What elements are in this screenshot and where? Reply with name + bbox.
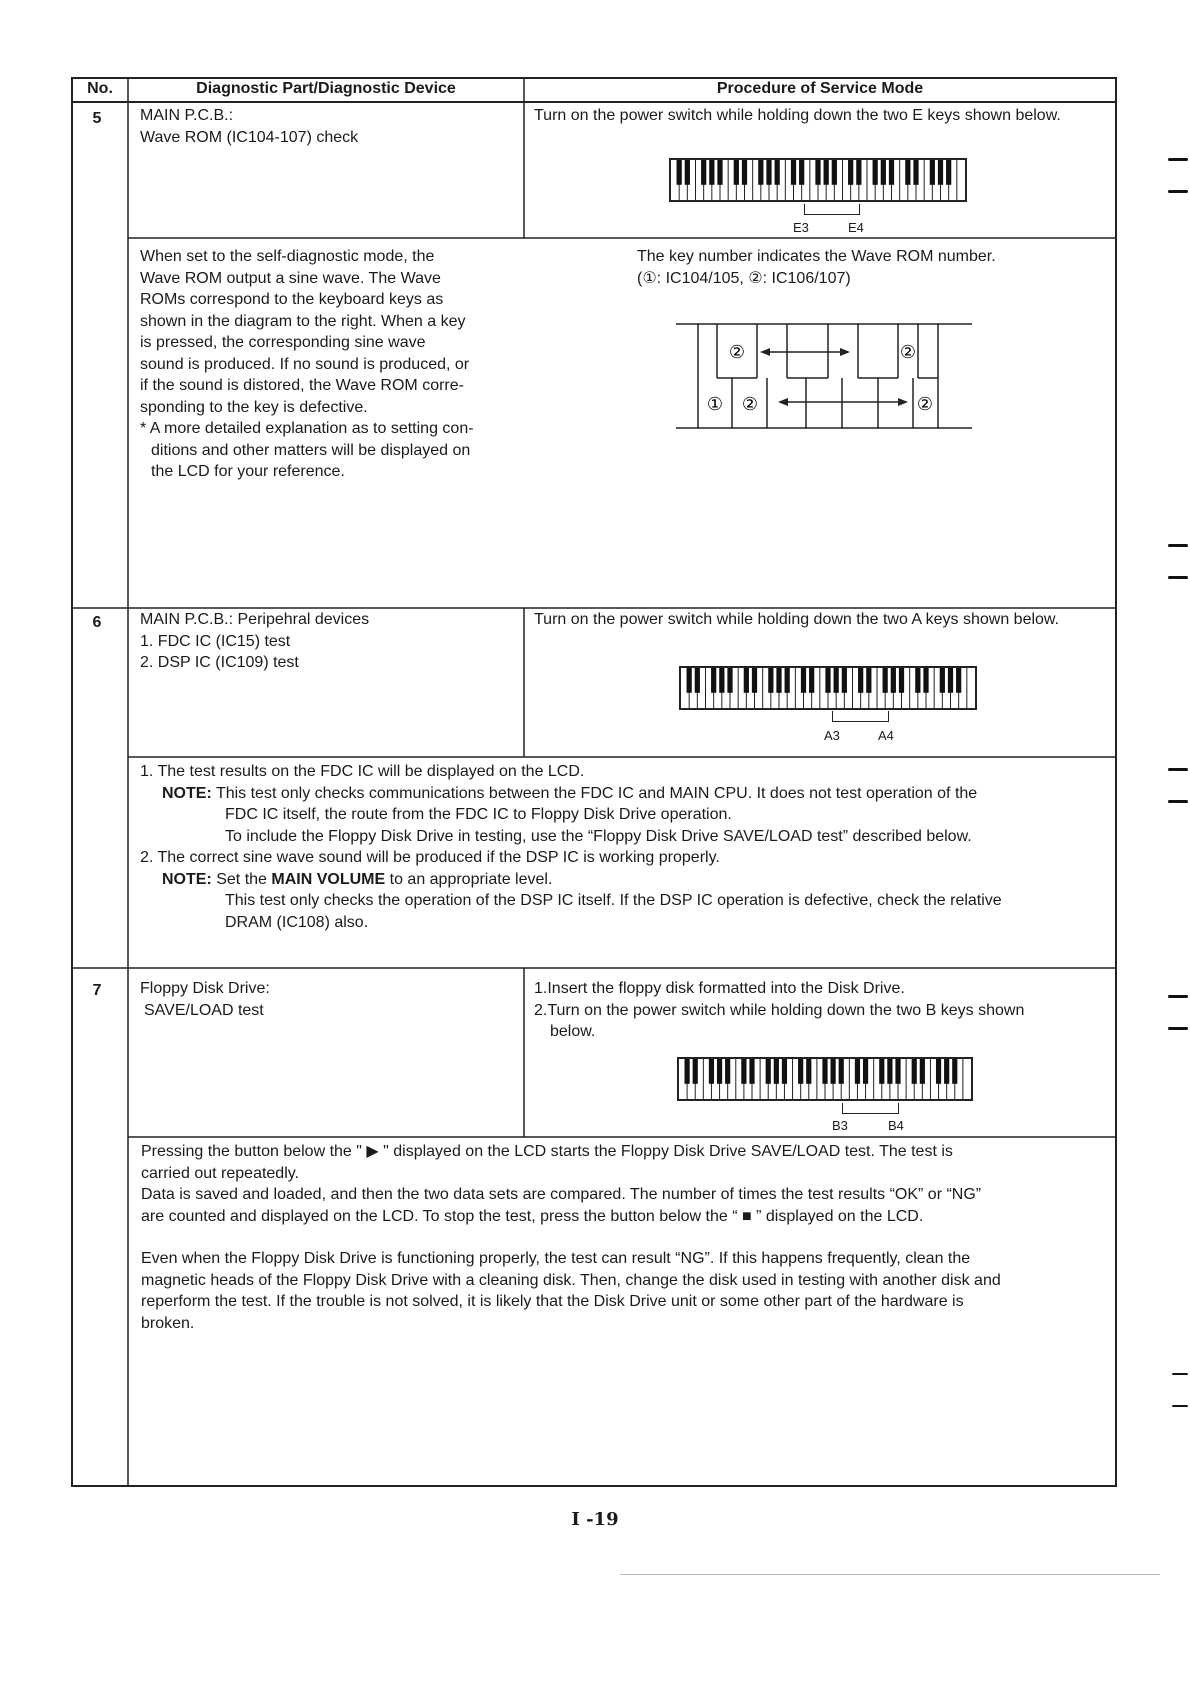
keyboard-diagram [669, 158, 967, 202]
black-key [727, 668, 732, 693]
black-key [858, 668, 863, 693]
keyboard-diagram [679, 666, 977, 710]
rom-note [637, 246, 1107, 289]
main-volume-label: MAIN VOLUME [271, 870, 386, 888]
black-key [825, 668, 830, 693]
row6-number: 6 [92, 614, 102, 631]
row7-detail-line: Data is saved and loaded, and then the two data sets are compared. The number of times the test results “OK” or “NG” [141, 1186, 982, 1203]
black-key [923, 668, 928, 693]
row5-detail-line: sound is produced. If no sound is produced, or [140, 355, 470, 373]
black-key [936, 1059, 941, 1084]
black-key [711, 668, 716, 693]
black-key [744, 668, 749, 693]
row6-item1: 1. The test results on the FDC IC will be displayed on the LCD. [140, 763, 585, 780]
black-key [685, 1059, 690, 1084]
header-part: Diagnostic Part/Diagnostic Device [196, 80, 456, 97]
black-key [938, 160, 943, 185]
black-key [687, 668, 692, 693]
black-key [920, 1059, 925, 1084]
row7-detail-line: carried out repeatedly. [141, 1164, 300, 1182]
black-key [695, 668, 700, 693]
margin-mark [1168, 995, 1188, 998]
rom-mark: ① [706, 394, 724, 415]
margin-mark [1168, 576, 1188, 579]
row5-detail [140, 246, 520, 483]
black-key [883, 668, 888, 693]
page-number: I -19 [571, 1509, 619, 1530]
note-text: This test only checks communications between the FDC IC and MAIN CPU. It does not test operation of the [215, 784, 978, 802]
keyboard-diagram [677, 1057, 973, 1101]
row7-part-line: SAVE/LOAD test [144, 1001, 264, 1019]
black-key [701, 160, 706, 185]
header-no: No. [87, 80, 113, 97]
keyboard-keys [671, 160, 965, 200]
black-key [863, 1059, 868, 1084]
black-key [946, 160, 951, 185]
black-key [709, 1059, 714, 1084]
black-key [766, 160, 771, 185]
row6-detail [140, 761, 1110, 933]
row5-part-line: Wave ROM (IC104-107) check [140, 128, 359, 146]
row6-part [140, 609, 520, 674]
black-key [866, 668, 871, 693]
black-key [913, 160, 918, 185]
black-key [809, 668, 814, 693]
black-key [905, 160, 910, 185]
black-key [873, 160, 878, 185]
black-key [774, 1059, 779, 1084]
black-key [806, 1059, 811, 1084]
row6-part-line: MAIN P.C.B.: Peripehral devices [140, 611, 370, 628]
row7-procedure [534, 978, 1109, 1043]
black-key [725, 1059, 730, 1084]
black-key [842, 668, 847, 693]
row5-detail-line: When set to the self-diagnostic mode, the [140, 248, 435, 265]
black-key [848, 160, 853, 185]
black-key [839, 1059, 844, 1084]
black-key [741, 1059, 746, 1084]
key-label: E4 [848, 220, 864, 235]
black-key [782, 1059, 787, 1084]
note-text: Set the [216, 870, 267, 888]
black-key [915, 668, 920, 693]
margin-mark [1168, 544, 1188, 547]
black-key [734, 160, 739, 185]
row6-note1 [140, 783, 1110, 805]
black-key [719, 668, 724, 693]
margin-mark [1168, 158, 1188, 161]
black-key [824, 160, 829, 185]
black-key [899, 668, 904, 693]
row5-detail-line: if the sound is distored, the Wave ROM corre- [140, 377, 464, 394]
row6-note2 [140, 869, 1110, 891]
black-key [815, 160, 820, 185]
row7-part [140, 978, 520, 1021]
black-key [717, 160, 722, 185]
black-key [677, 160, 682, 185]
margin-mark [1168, 768, 1188, 771]
row6-part-line: 1. FDC IC (IC15) test [140, 632, 291, 650]
keyboard-keys [679, 1059, 971, 1099]
black-key [798, 1059, 803, 1084]
margin-mark [1168, 800, 1188, 803]
row6-note2-line: This test only checks the operation of the DSP IC itself. If the DSP IC operation is defective, check the relative [225, 892, 1002, 909]
row5-detail-line: Wave ROM output a sine wave. The Wave [140, 269, 441, 287]
row5-detail-line: is pressed, the corresponding sine wave [140, 334, 426, 351]
black-key [791, 160, 796, 185]
black-key [758, 160, 763, 185]
row5-note-line: * A more detailed explanation as to setting con- [140, 420, 474, 437]
black-key [709, 160, 714, 185]
margin-mark [1172, 1373, 1188, 1375]
black-key [776, 668, 781, 693]
row7-procedure-line: 2.Turn on the power switch while holding down the two B keys shown [534, 1001, 1025, 1019]
row5-detail-line: shown in the diagram to the right. When a key [140, 312, 466, 330]
black-key [930, 160, 935, 185]
rom-mark: ② [741, 394, 759, 415]
black-key [766, 1059, 771, 1084]
black-key [879, 1059, 884, 1084]
key-label: B4 [888, 1118, 904, 1133]
rom-mark: ② [728, 342, 746, 363]
black-key [822, 1059, 827, 1084]
rom-mark: ② [916, 394, 934, 415]
row5-detail-line: sponding to the key is defective. [140, 398, 368, 416]
row6-note1-line: FDC IC itself, the route from the FDC IC to Floppy Disk Drive operation. [225, 806, 732, 823]
keyboard-keys [681, 668, 975, 708]
row6-procedure: Turn on the power switch while holding down the two A keys shown below. [534, 611, 1060, 628]
black-key [742, 160, 747, 185]
black-key [895, 1059, 900, 1084]
row7-detail-line: are counted and displayed on the LCD. To stop the test, press the button below the “ ■ ” displayed on the LCD. [141, 1207, 924, 1225]
black-key [944, 1059, 949, 1084]
key-label: A3 [824, 728, 840, 743]
row7-detail-line: Even when the Floppy Disk Drive is functioning properly, the test can result “NG”. If this happens frequently, clean the [141, 1250, 971, 1267]
key-bracket [832, 711, 889, 722]
black-key [956, 668, 961, 693]
row6-part-line: 2. DSP IC (IC109) test [140, 654, 299, 671]
margin-mark [1168, 190, 1188, 193]
rom-note-line: The key number indicates the Wave ROM number. [637, 248, 996, 265]
row6-note2-line: DRAM (IC108) also. [225, 913, 369, 931]
rom-mark: ② [899, 342, 917, 363]
black-key [801, 668, 806, 693]
margin-mark [1168, 1027, 1188, 1030]
black-key [693, 1059, 698, 1084]
row7-procedure-line: below. [550, 1023, 596, 1040]
black-key [952, 1059, 957, 1084]
black-key [752, 668, 757, 693]
row7-detail-line: magnetic heads of the Floppy Disk Drive with a cleaning disk. Then, change the disk used in testing with another disk and [141, 1271, 1001, 1289]
row5-part-line: MAIN P.C.B.: [140, 107, 234, 124]
note-label: NOTE: [162, 870, 212, 888]
row5-part [140, 105, 520, 148]
black-key [832, 160, 837, 185]
row7-detail-line: Pressing the button below the " ▶ " displayed on the LCD starts the Floppy Disk Drive SAVE/LOAD test. The test is [141, 1143, 953, 1160]
black-key [685, 160, 690, 185]
row7-procedure-line: 1.Insert the floppy disk formatted into the Disk Drive. [534, 980, 905, 997]
row7-part-line: Floppy Disk Drive: [140, 980, 270, 997]
black-key [775, 160, 780, 185]
row5-note-line: the LCD for your reference. [151, 463, 345, 480]
black-key [887, 1059, 892, 1084]
black-key [889, 160, 894, 185]
row7-detail-line: reperform the test. If the trouble is not solved, it is likely that the Disk Drive unit or some other part of the hardware is [141, 1293, 964, 1310]
black-key [785, 668, 790, 693]
key-bracket [842, 1103, 899, 1114]
rom-key-diagram [676, 322, 976, 430]
row5-detail-line: ROMs correspond to the keyboard keys as [140, 291, 444, 308]
key-label: B3 [832, 1118, 848, 1133]
row7-number: 7 [92, 982, 102, 999]
black-key [717, 1059, 722, 1084]
black-key [856, 160, 861, 185]
black-key [834, 668, 839, 693]
black-key [799, 160, 804, 185]
key-label: E3 [793, 220, 809, 235]
black-key [948, 668, 953, 693]
rom-note-line: (①: IC104/105, ②: IC106/107) [637, 269, 851, 287]
black-key [912, 1059, 917, 1084]
key-label: A4 [878, 728, 894, 743]
row6-item2: 2. The correct sine wave sound will be produced if the DSP IC is working properly. [140, 849, 720, 866]
key-bracket [804, 204, 860, 215]
black-key [891, 668, 896, 693]
black-key [749, 1059, 754, 1084]
row5-number: 5 [92, 110, 102, 127]
black-key [855, 1059, 860, 1084]
row7-detail-line: broken. [141, 1314, 195, 1332]
black-key [831, 1059, 836, 1084]
header-procedure: Procedure of Service Mode [716, 80, 924, 97]
row5-note-line: ditions and other matters will be displayed on [151, 441, 471, 459]
scan-line [620, 1574, 1160, 1575]
margin-mark [1172, 1405, 1188, 1407]
row5-procedure: Turn on the power switch while holding down the two E keys shown below. [534, 107, 1061, 124]
black-key [940, 668, 945, 693]
black-key [768, 668, 773, 693]
note-text: to an appropriate level. [389, 870, 553, 888]
row6-note1-line: To include the Floppy Disk Drive in testing, use the “Floppy Disk Drive SAVE/LOAD test” described below. [225, 827, 972, 845]
black-key [881, 160, 886, 185]
note-label: NOTE: [162, 784, 212, 802]
row7-detail [141, 1141, 1109, 1334]
